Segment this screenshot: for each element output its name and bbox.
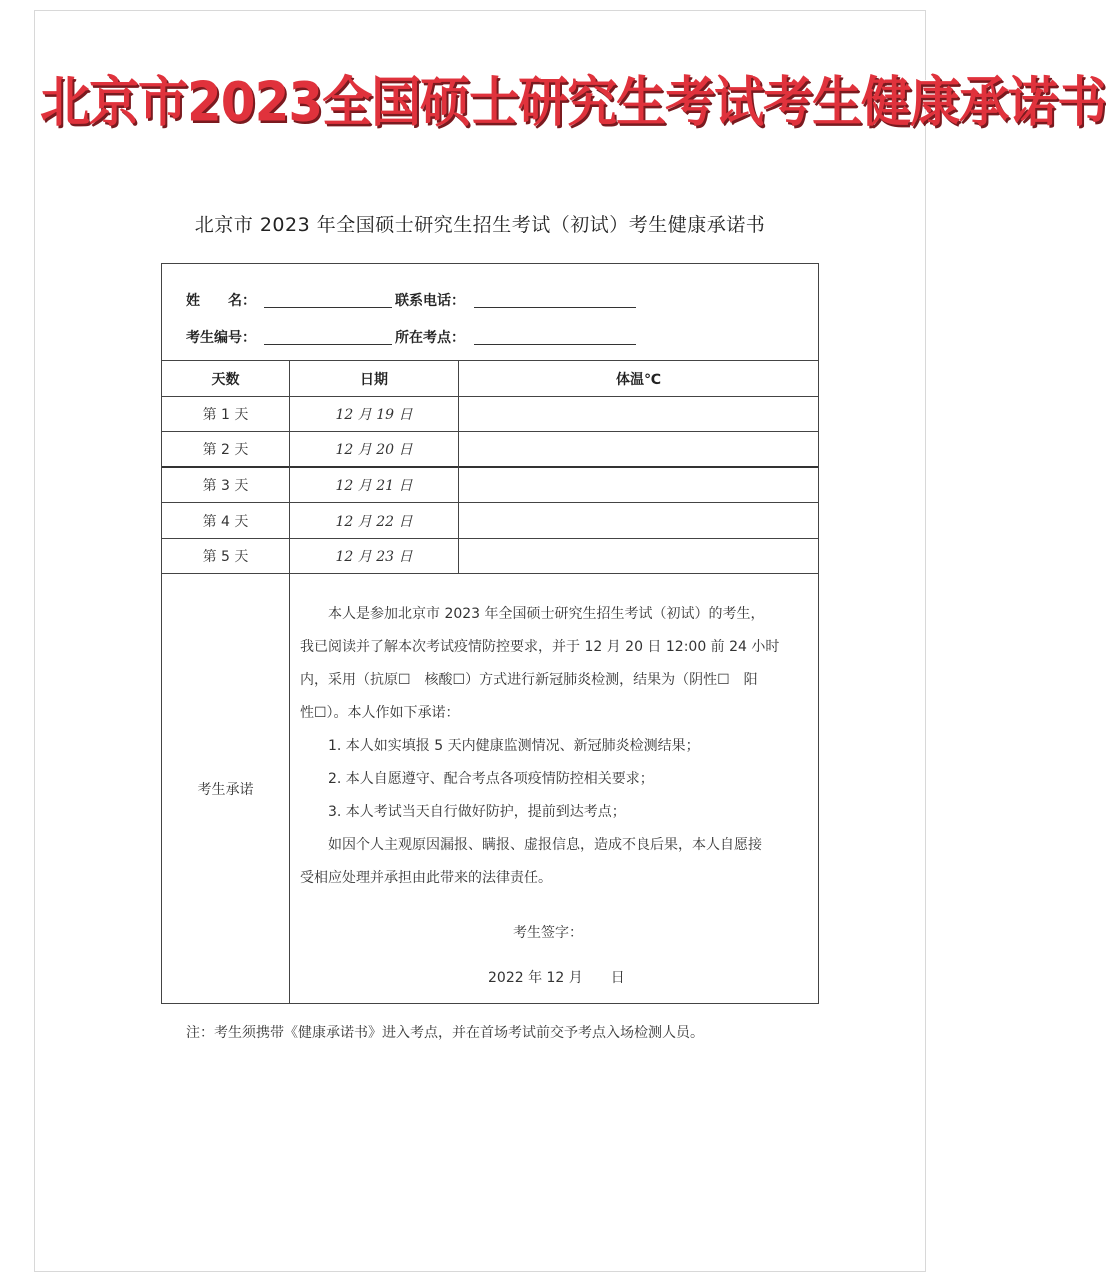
venue-label: 所在考点： <box>395 330 465 346</box>
temperature-cell[interactable] <box>459 432 818 466</box>
phone-label: 联系电话： <box>395 293 465 309</box>
date-cell: 12 月 21 日 <box>335 478 413 494</box>
day-cell: 第 5 天 <box>202 549 249 565</box>
signature-date: 2022 年 12 月 日 <box>488 970 625 986</box>
pledge-closing-line: 受相应处理并承担由此带来的法律责任。 <box>300 870 552 886</box>
date-cell: 12 月 20 日 <box>335 442 413 458</box>
exam-id-field[interactable] <box>264 344 392 345</box>
temperature-cell[interactable] <box>459 539 818 573</box>
document-title: 北京市 2023 年全国硕士研究生招生考试（初试）考生健康承诺书 <box>194 214 766 236</box>
pledge-item: 3. 本人考试当天自行做好防护，提前到达考点； <box>328 804 626 820</box>
name-phone-row <box>162 290 818 310</box>
name-field[interactable] <box>264 307 392 308</box>
pledge-line: 本人是参加北京市 2023 年全国硕士研究生招生考试（初试）的考生， <box>328 606 765 622</box>
day-cell: 第 4 天 <box>202 513 249 530</box>
col-header-days: 天数 <box>211 371 240 388</box>
col-header-date: 日期 <box>360 371 388 388</box>
pledge-line: 性☐）。本人作如下承诺： <box>300 705 460 721</box>
temperature-cell[interactable] <box>459 503 818 538</box>
pledge-item: 1. 本人如实填报 5 天内健康监测情况、新冠肺炎检测结果； <box>328 738 700 754</box>
exam-id-label: 考生编号： <box>186 330 256 346</box>
day-cell: 第 3 天 <box>202 478 249 494</box>
name-label: 姓 名： <box>186 293 256 309</box>
date-cell: 12 月 19 日 <box>335 407 413 423</box>
signature-label[interactable]: 考生签字： <box>513 925 583 941</box>
pledge-line: 内，采用（抗原☐ 核酸☐）方式进行新冠肺炎检测，结果为（阴性☐ 阳 <box>300 672 758 688</box>
banner-title: 北京市2023全国硕士研究生考试考生健康承诺书 <box>40 71 1106 134</box>
footnote: 注：考生须携带《健康承诺书》进入考点，并在首场考试前交予考点入场检测人员。 <box>186 1025 704 1041</box>
venue-field[interactable] <box>474 344 636 345</box>
temperature-cell[interactable] <box>459 397 818 431</box>
pledge-closing-line: 如因个人主观原因漏报、瞒报、虚报信息，造成不良后果，本人自愿接 <box>328 837 762 853</box>
col-header-temperature: 体温℃ <box>616 371 661 388</box>
day-cell: 第 1 天 <box>202 407 249 423</box>
phone-field[interactable] <box>474 307 636 308</box>
examid-venue-row <box>162 327 818 347</box>
pledge-text <box>300 598 812 895</box>
date-cell: 12 月 23 日 <box>335 549 413 565</box>
pledge-line: 我已阅读并了解本次考试疫情防控要求，并于 12 月 20 日 12:00 前 24 小时 <box>300 639 780 655</box>
temperature-cell[interactable] <box>459 468 818 502</box>
date-cell: 12 月 22 日 <box>335 513 413 530</box>
pledge-label: 考生承诺 <box>197 781 254 798</box>
pledge-item: 2. 本人自愿遵守、配合考点各项疫情防控相关要求； <box>328 771 654 787</box>
day-cell: 第 2 天 <box>202 442 249 458</box>
